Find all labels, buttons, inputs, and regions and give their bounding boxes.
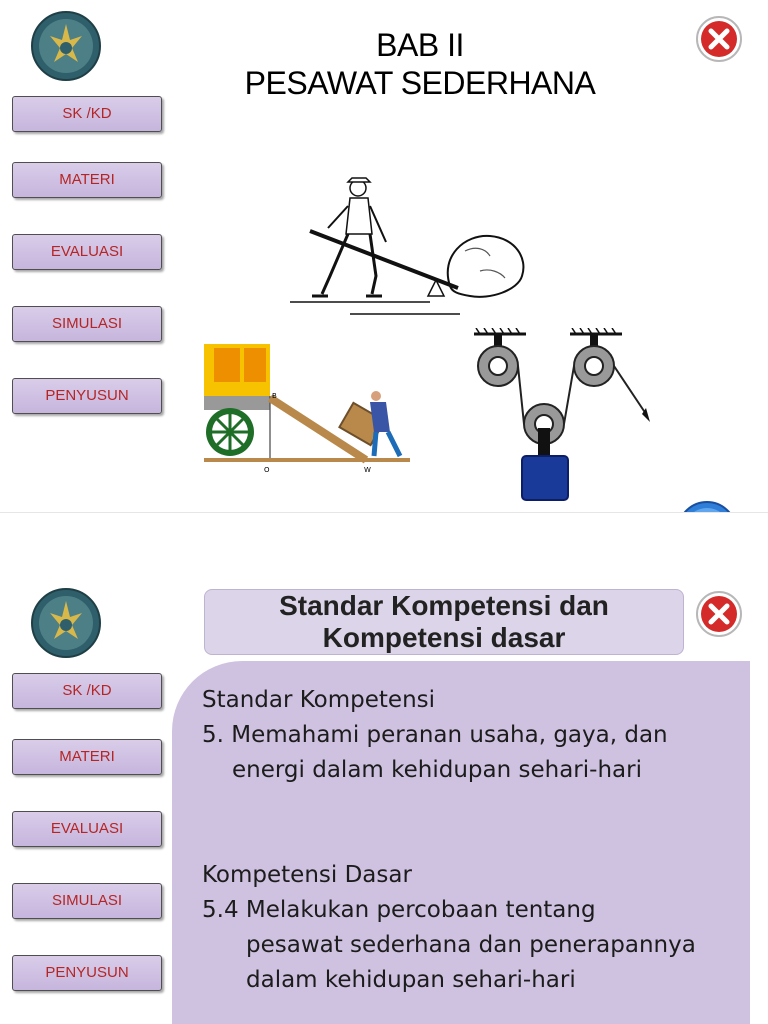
kd-item-line-1: 5.4 Melakukan percobaan tentang: [202, 897, 596, 923]
title-line-2: PESAWAT SEDERHANA: [244, 65, 596, 101]
content-text: [202, 683, 742, 998]
nav-sk-kd-button[interactable]: SK /KD: [12, 96, 162, 132]
spacer: [202, 788, 742, 858]
nav-simulasi-button[interactable]: SIMULASI: [12, 883, 162, 919]
header-line-1: Standar Kompetensi dan: [279, 590, 609, 621]
kd-item-line-2: pesawat sederhana dan penerapannya: [246, 932, 696, 958]
nav-materi-button[interactable]: MATERI: [12, 739, 162, 775]
sk-item-line-2: energi dalam kehidupan sehari-hari: [232, 757, 642, 783]
nav-simulasi-button[interactable]: SIMULASI: [12, 306, 162, 342]
section-header: [204, 589, 684, 655]
nav-evaluasi-button[interactable]: EVALUASI: [12, 811, 162, 847]
sk-item-line-1: 5. Memahami peranan usaha, gaya, dan: [202, 722, 668, 748]
close-icon[interactable]: [694, 14, 744, 64]
page-title: [200, 26, 640, 102]
close-icon[interactable]: [694, 589, 744, 639]
logo-emblem-icon: [30, 10, 102, 82]
logo-emblem-icon: [30, 587, 102, 659]
nav-penyusun-button[interactable]: PENYUSUN: [12, 378, 162, 414]
header-line-2: Kompetensi dasar: [322, 622, 566, 653]
kd-heading: Kompetensi Dasar: [202, 862, 412, 888]
svg-text:B: B: [272, 392, 277, 400]
forward-arrow-icon[interactable]: [676, 500, 738, 512]
lever-illustration: [290, 176, 530, 321]
svg-text:W: W: [364, 466, 371, 474]
nav-evaluasi-button[interactable]: EVALUASI: [12, 234, 162, 270]
inclined-plane-illustration: [204, 340, 410, 478]
title-line-1: BAB II: [376, 27, 464, 63]
svg-text:O: O: [264, 466, 270, 474]
pulley-illustration: [466, 328, 662, 504]
nav-materi-button[interactable]: MATERI: [12, 162, 162, 198]
slide-sk-kd: [0, 512, 768, 1024]
nav-penyusun-button[interactable]: PENYUSUN: [12, 955, 162, 991]
sk-heading: Standar Kompetensi: [202, 687, 436, 713]
nav-sk-kd-button[interactable]: SK /KD: [12, 673, 162, 709]
kd-item-line-3: dalam kehidupan sehari-hari: [246, 967, 576, 993]
